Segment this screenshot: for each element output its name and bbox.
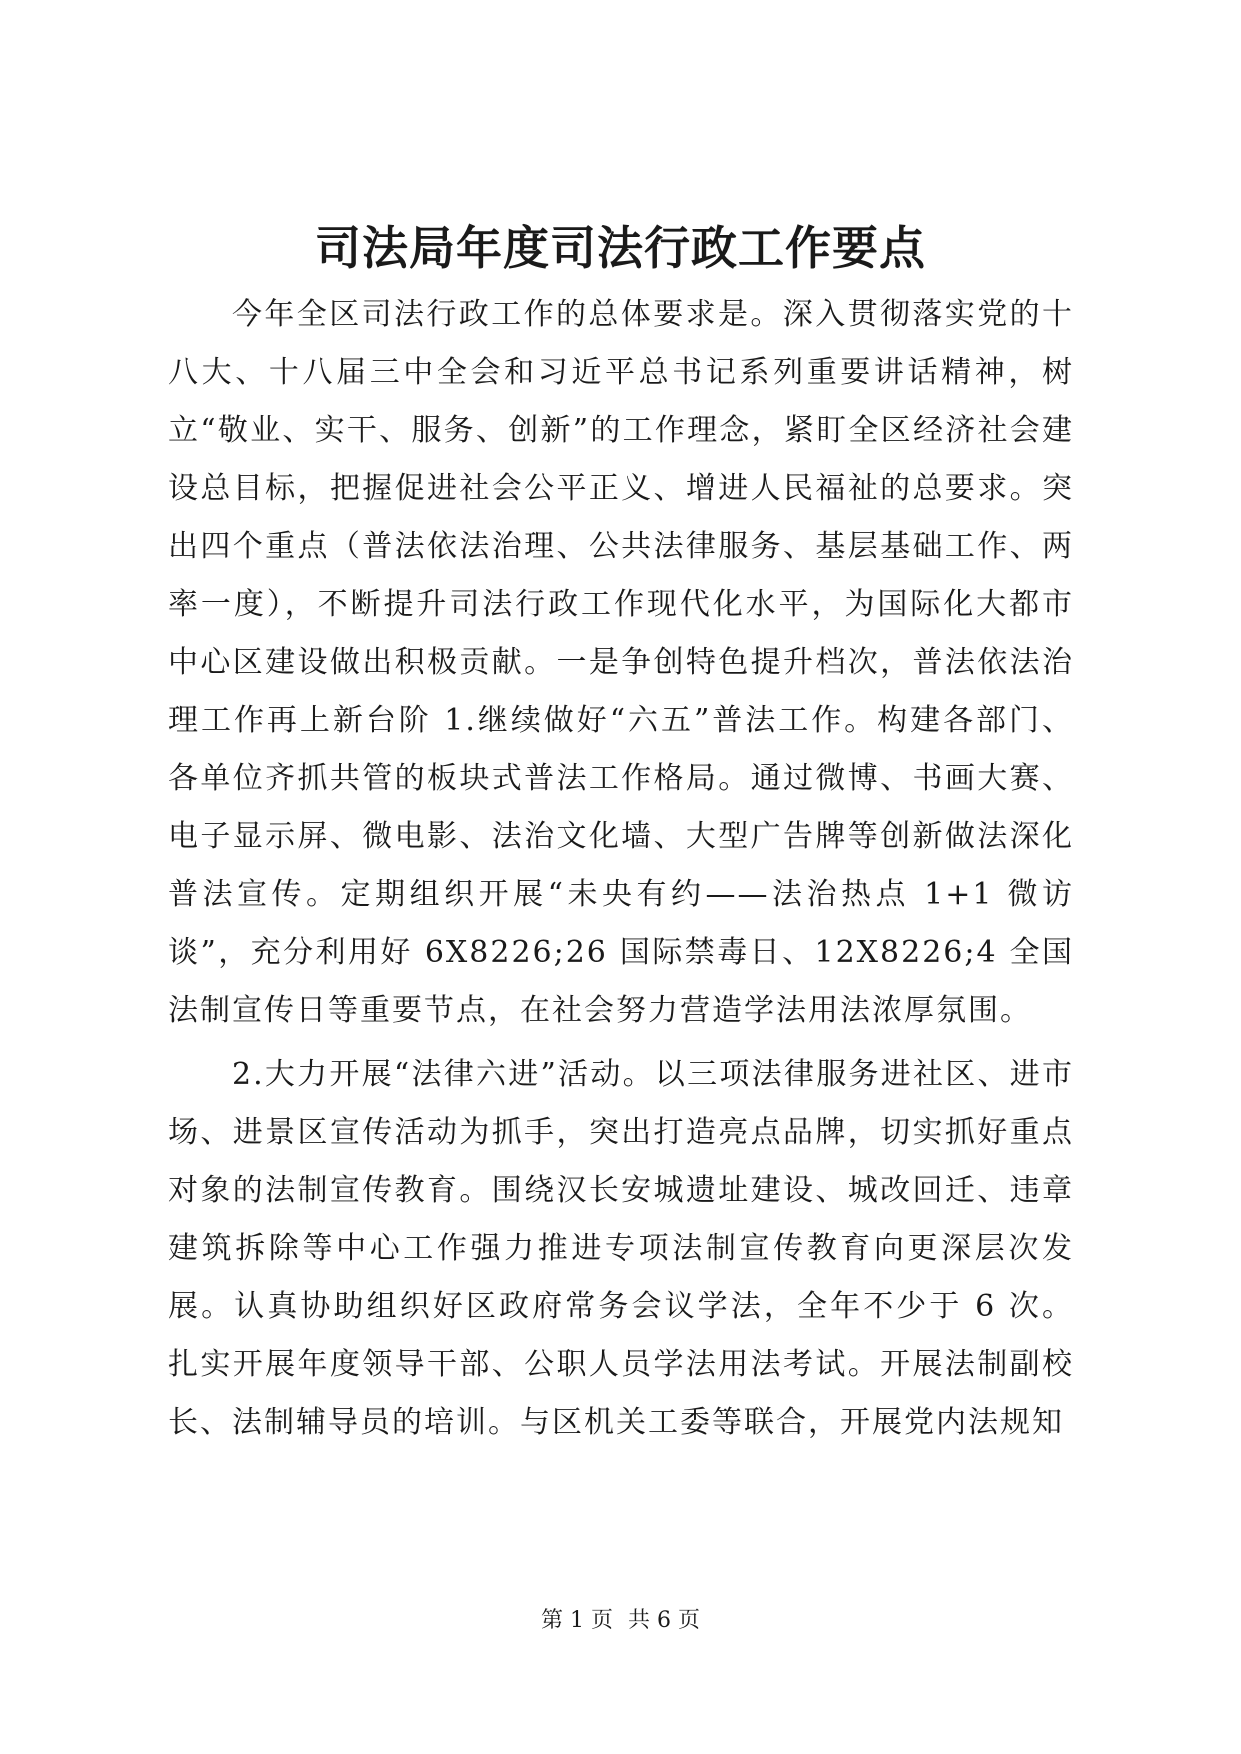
document-title: 司法局年度司法行政工作要点	[315, 221, 926, 275]
paragraph-2: 2.大力开展“法律六进”活动。以三项法律服务进社区、进市场、进景区宣传活动为抓手，突出打造亮点品牌，切实抓好重点对象的法制宣传教育。围绕汉长安城遗址建设、城改回迁、违章建筑拆除等中心工作强力推进专项法制宣传教育向更深层次发展。认真协助组织好区政府常务会议学法，全年不少于 6 次。扎实开展年度领导干部、公职人员学法用法考试。开展法制副校长、法制辅导员的培训。与区机关工委等联合，开展党内法规知	[168, 1057, 1074, 1440]
page-number: 第 1 页	[541, 1608, 613, 1633]
page-footer	[0, 1606, 1241, 1636]
document-body	[168, 286, 1074, 1452]
paragraph-1: 今年全区司法行政工作的总体要求是。深入贯彻落实党的十八大、十八届三中全会和习近平总书记系列重要讲话精神，树立“敬业、实干、服务、创新”的工作理念，紧盯全区经济社会建设总目标，把握促进社会公平正义、增进人民福祉的总要求。突出四个重点（普法依法治理、公共法律服务、基层基础工作、两率一度），不断提升司法行政工作现代化水平，为国际化大都市中心区建设做出积极贡献。一是争创特色提升档次，普法依法治理工作再上新台阶 1.继续做好“六五”普法工作。构建各部门、各单位齐抓共管的板块式普法工作格局。通过微博、书画大赛、电子显示屏、微电影、法治文化墙、大型广告牌等创新做法深化普法宣传。定期组织开展“未央有约——法治热点 1+1 微访谈”，充分利用好 6X8226;26 国际禁毒日、12X8226;4 全国法制宣传日等重要节点，在社会努力营造学法用法浓厚氛围。	[168, 297, 1074, 1028]
page-total: 共 6 页	[628, 1608, 700, 1633]
